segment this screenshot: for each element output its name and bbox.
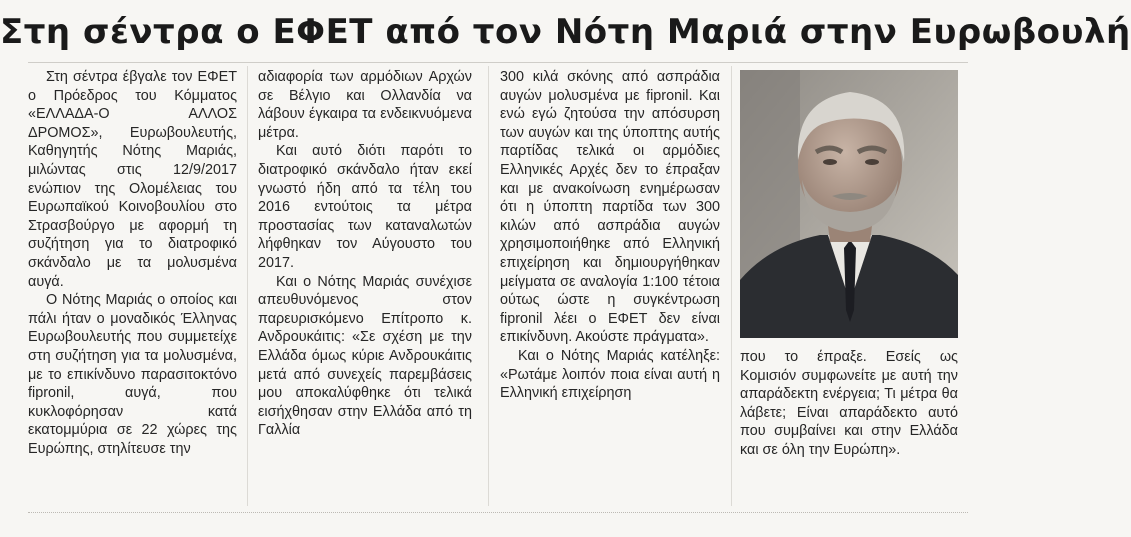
portrait-image — [740, 70, 958, 338]
column-divider — [488, 66, 489, 506]
paragraph: 300 κιλά σκόνης από ασπράδια αυγών μολυσμένα με fipronil. Και ενώ εγώ ζητούσα την απόσυρση των αυγών και της ύποπτης αυτής παρτίδας τελικά οι αρμόδιες Ελληνικές Αρχές δεν το έπραξαν και με ανακοίνωση ενημέρωσαν ότι η ύποπτη παρτίδα των 300 κιλών από ασπράδια αυγών χρησιμοποιήθηκε από Ελληνική επιχείρηση και δημιουργήθηκαν μείγματα σε αναλογία 1:100 τέτοια ούτως ώστε η συγκέντρωση fipronil λέει ο ΕΦΕΤ δεν είναι επικίνδυνη. Ακούστε πράγματα». — [500, 69, 720, 346]
article-column-1 — [28, 68, 237, 458]
paragraph: αδιαφορία των αρμόδιων Αρχών σε Βέλγιο και Ολλανδία να λάβουν έγκαιρα τα ενδεικνυόμενα μέτρα. — [258, 69, 472, 141]
article-headline: Στη σέντρα ο ΕΦΕΤ από τον Νότη Μαριά στην Ευρωβουλή — [0, 12, 1131, 52]
paragraph: που το έπραξε. Εσείς ως Κομισιόν συμφωνείτε με αυτή την απαράδεκτη ενέργεια; Τι μέτρα θα λάβετε; Είναι απαράδεκτο αυτό που συμβαίνει και στην Ελλάδα και σε όλη την Ευρώπη». — [740, 349, 958, 458]
column-divider — [247, 66, 248, 506]
portrait-photo — [740, 70, 958, 338]
paragraph: Στη σέντρα έβγαλε τον ΕΦΕΤ ο Πρόεδρος του Κόμματος «ΕΛΛΑΔΑ-Ο ΑΛΛΟΣ ΔΡΟΜΟΣ», Ευρωβουλευτής, Καθηγητής Νότης Μαριάς, μιλώντας στις 12/9/2017 ενώπιον της Ολομέλειας του Ευρωπαϊκού Κοινοβουλίου στο Στρασβούργο με αφορμή τη συζήτηση για το διατροφικό σκάνδαλο με τα μολυσμένα αυγά. — [28, 69, 237, 290]
article-column-2 — [258, 68, 472, 440]
article-column-3 — [500, 68, 720, 403]
column-divider — [731, 66, 732, 506]
bottom-rule — [28, 512, 968, 513]
article-column-4 — [740, 348, 958, 460]
headline-rule — [28, 62, 968, 63]
paragraph: Ο Νότης Μαριάς ο οποίος και πάλι ήταν ο μοναδικός Έλληνας Ευρωβουλευτής που συμμετείχε στη συζήτηση για τα μολυσμένα, με το επικίνδυνο παρασιτοκτόνο fipronil, αυγά, που κυκλοφόρησαν κατά εκατομμύρια σε 22 χώρες της Ευρώπης, στηλίτευσε την — [28, 292, 237, 457]
paragraph: Και ο Νότης Μαριάς κατέληξε: «Ρωτάμε λοιπόν ποια είναι αυτή η Ελληνική επιχείρηση — [500, 347, 720, 402]
paragraph: Και αυτό διότι παρότι το διατροφικό σκάνδαλο ήταν εκεί γνωστό ήδη από τα τέλη του 2016 εντούτοις τα μέτρα προστασίας των καταναλωτών λήφθηκαν τον Αύγουστο του 2017. — [258, 143, 472, 271]
paragraph: Και ο Νότης Μαριάς συνέχισε απευθυνόμενος στον παρευρισκόμενο Επίτροπο κ. Ανδρουκάιτις: «Σε σχέση με την Ελλάδα όμως κύριε Ανδρουκάιτις μετά από συνεχείς παρεμβάσεις μου αποκαλύφθηκε ότι τελικά εισήχθησαν στην Ελλάδα από τη Γαλλία — [258, 273, 472, 439]
